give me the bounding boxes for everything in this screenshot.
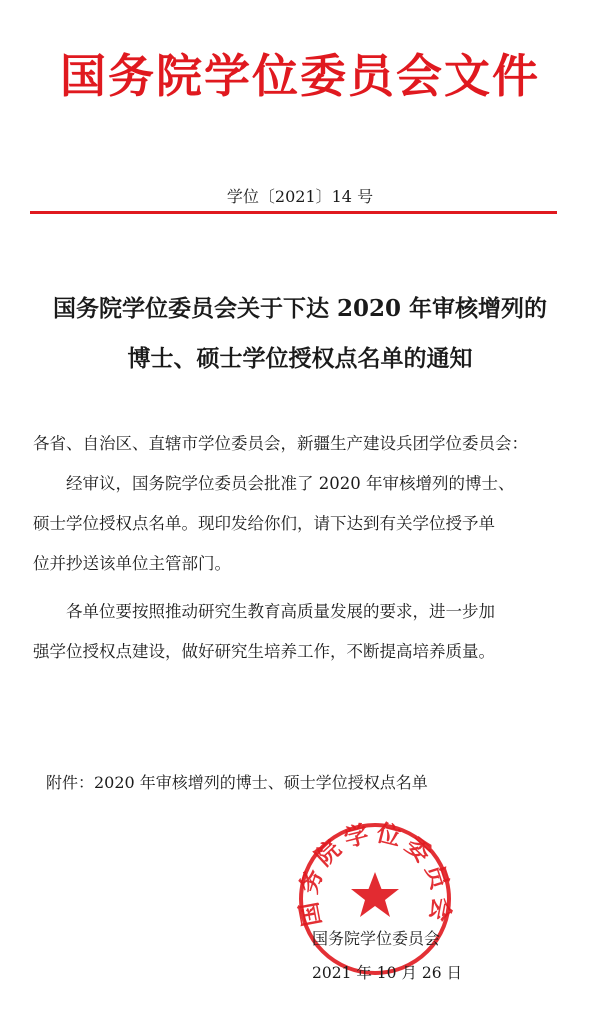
recipients-line: 各省、自治区、直辖市学位委员会，新疆生产建设兵团学位委员会：: [33, 434, 528, 453]
paragraph-2-line-2: 强学位授权点建设，做好研究生培养工作，不断提高培养质量。: [33, 642, 495, 661]
notice-title-line-2: 博士、硕士学位授权点名单的通知: [127, 345, 473, 372]
document-number: 学位〔2021〕14 号: [226, 187, 374, 206]
paragraph-1-line-1: 经审议，国务院学位委员会批准了 2020 年审核增列的博士、: [66, 474, 515, 493]
seal-arc-text: 国务院学位委员会: [296, 820, 454, 929]
notice-title-line-1: 国务院学位委员会关于下达 2020 年审核增列的: [52, 295, 548, 322]
seal-icon: [296, 820, 454, 978]
attachment-line: 附件：2020 年审核增列的博士、硕士学位授权点名单: [46, 773, 428, 792]
signing-organization: 国务院学位委员会: [312, 929, 441, 948]
official-seal-stamp: [296, 820, 454, 978]
paragraph-2-line-1: 各单位要按照推动研究生教育高质量发展的要求，进一步加: [66, 602, 495, 621]
paragraph-1-line-2: 硕士学位授权点名单。现印发给你们，请下达到有关学位授予单: [33, 514, 495, 533]
red-divider-line: [30, 211, 557, 214]
document-header-title: 国务院学位委员会文件: [60, 49, 540, 103]
paragraph-1-line-3: 位并抄送该单位主管部门。: [33, 554, 231, 573]
signing-date: 2021 年 10 月 26 日: [312, 964, 463, 982]
